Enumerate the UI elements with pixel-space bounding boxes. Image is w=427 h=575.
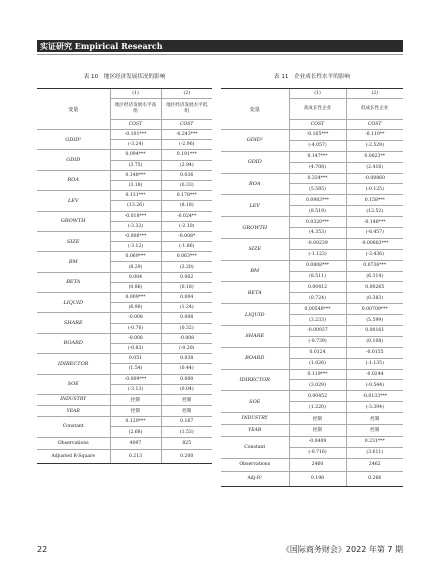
coef-cell: 0.038 bbox=[161, 354, 212, 364]
coef-cell: 0.191*** bbox=[161, 150, 212, 160]
table-row bbox=[37, 130, 212, 140]
table-row bbox=[221, 217, 403, 228]
coef-cell: -0.243*** bbox=[161, 130, 212, 140]
tstat-cell: (12.52) bbox=[346, 206, 403, 217]
journal-issue: 《国际商务财会》2022 年第 7 期 bbox=[281, 545, 403, 554]
coef-cell: 0.002 bbox=[161, 272, 212, 282]
table-row bbox=[221, 369, 403, 380]
table-row bbox=[221, 458, 403, 471]
coef-cell: -0.024** bbox=[161, 211, 212, 221]
obs-cell: 2462 bbox=[346, 458, 403, 471]
tstat-cell: (1.026) bbox=[289, 358, 346, 369]
control-cell: 控制 bbox=[110, 394, 161, 405]
tstat-cell: (6.314) bbox=[346, 271, 403, 282]
tstat-cell: (-0.544) bbox=[346, 380, 403, 391]
r2-cell: 0.213 bbox=[110, 449, 161, 463]
var-label: SIZE bbox=[221, 238, 289, 260]
table-row bbox=[221, 326, 403, 337]
var-label: LEV bbox=[221, 195, 289, 217]
coef-cell: -0.008 bbox=[110, 313, 161, 323]
coef-cell: -0.00937 bbox=[289, 326, 346, 337]
col-name: 低成长性企业 bbox=[346, 99, 403, 120]
table-row bbox=[221, 238, 403, 249]
table-row bbox=[221, 425, 403, 437]
tstat-cell: (0.04) bbox=[161, 384, 212, 394]
coef-cell: -0.006*** bbox=[110, 231, 161, 241]
var-label: GDID² bbox=[37, 130, 110, 150]
col-number: (2) bbox=[346, 89, 403, 99]
coef-cell: -0.018*** bbox=[110, 211, 161, 221]
tstat-cell: (8.29) bbox=[110, 262, 161, 272]
coef-cell: 0.167 bbox=[161, 417, 212, 427]
tstat-cell: (-4.057) bbox=[289, 140, 346, 151]
dep-var: COST bbox=[161, 120, 212, 130]
var-label: SOE bbox=[37, 374, 110, 394]
tstat-cell: (3.029) bbox=[289, 380, 346, 391]
table-row bbox=[37, 333, 212, 343]
table-row bbox=[37, 406, 212, 417]
tstat-cell: (0.33) bbox=[161, 180, 212, 190]
var-label: BETA bbox=[221, 282, 289, 304]
coef-cell: 0.131*** bbox=[110, 191, 161, 201]
col-number: (2) bbox=[161, 89, 212, 99]
coef-cell: 0.158*** bbox=[346, 195, 403, 206]
header-rule bbox=[37, 54, 403, 55]
tstat-cell: (4.353) bbox=[289, 228, 346, 239]
coef-cell: 0.0823** bbox=[346, 151, 403, 162]
table-row bbox=[221, 391, 403, 402]
var-label: BETA bbox=[37, 272, 110, 292]
coef-cell: -0.008 bbox=[110, 333, 161, 343]
tstat-cell: (0.44) bbox=[161, 364, 212, 374]
coef-cell: 0.148*** bbox=[110, 170, 161, 180]
var-label: ROA bbox=[37, 170, 110, 190]
var-label: GDID bbox=[221, 151, 289, 173]
tstat-cell: (1.53) bbox=[161, 427, 212, 437]
r2-cell: 0.198 bbox=[289, 471, 346, 486]
control-label: INDUSTRY bbox=[37, 394, 110, 405]
coef-cell: -0.0133*** bbox=[346, 391, 403, 402]
dep-var: COST bbox=[346, 120, 403, 130]
coef-cell: -0.00860 bbox=[346, 173, 403, 184]
coef-cell: -0.101*** bbox=[110, 130, 161, 140]
col-number: (1) bbox=[289, 89, 346, 99]
obs-cell: 4097 bbox=[110, 437, 161, 449]
coef-cell: -0.146*** bbox=[346, 217, 403, 228]
table-row bbox=[221, 151, 403, 162]
coef-cell: 0.051 bbox=[110, 354, 161, 364]
table-row bbox=[221, 304, 403, 315]
tstat-cell: (3.18) bbox=[110, 180, 161, 190]
table-row bbox=[37, 354, 212, 364]
tstat-cell: (8.519) bbox=[289, 206, 346, 217]
coef-cell: 0.00452 bbox=[289, 391, 346, 402]
control-label: INDUSTRY bbox=[221, 413, 289, 425]
tstat-cell: (-0.83) bbox=[110, 343, 161, 353]
tstat-cell: (-0.76) bbox=[110, 323, 161, 333]
table-row bbox=[37, 437, 212, 449]
table-row bbox=[37, 313, 212, 323]
tstat-cell: (-0.20) bbox=[161, 343, 212, 353]
table-10 bbox=[37, 88, 212, 464]
table-row bbox=[221, 471, 403, 486]
tstat-cell: (-2.96) bbox=[161, 140, 212, 150]
table-row bbox=[221, 173, 403, 184]
dep-var: COST bbox=[110, 120, 161, 130]
tstat-cell: (1.54) bbox=[110, 364, 161, 374]
var-label: SIZE bbox=[37, 231, 110, 251]
tstat-cell: (5.599) bbox=[346, 315, 403, 326]
tstat-cell: (-3.12) bbox=[110, 242, 161, 252]
coef-cell: 0.063*** bbox=[161, 252, 212, 262]
tstat-cell: (2.416) bbox=[346, 162, 403, 173]
coef-cell: 0.008 bbox=[161, 313, 212, 323]
coef-cell: 0.0983*** bbox=[289, 195, 346, 206]
obs-cell: 825 bbox=[161, 437, 212, 449]
obs-cell: 2460 bbox=[289, 458, 346, 471]
tstat-cell: (0.86) bbox=[110, 282, 161, 292]
var-label: GROWTH bbox=[37, 211, 110, 231]
table-row bbox=[221, 195, 403, 206]
tstat-cell: (-3.32) bbox=[110, 221, 161, 231]
table-row bbox=[221, 89, 403, 99]
coef-cell: 0.069*** bbox=[110, 252, 161, 262]
table-row bbox=[221, 130, 403, 141]
coef-cell: -0.009*** bbox=[110, 374, 161, 384]
table-row bbox=[37, 170, 212, 180]
tstat-cell: (-2.529) bbox=[346, 140, 403, 151]
tstat-cell: (0.108) bbox=[346, 336, 403, 347]
tstat-cell: (0.18) bbox=[161, 282, 212, 292]
coef-cell: -0.008* bbox=[161, 231, 212, 241]
table-row bbox=[37, 272, 212, 282]
coef-cell: 0.0736*** bbox=[346, 260, 403, 271]
control-cell: 控制 bbox=[346, 425, 403, 437]
col-name: 地区经济发展水平低组 bbox=[161, 99, 212, 120]
tstat-cell: (-8.457) bbox=[346, 228, 403, 239]
dep-var: COST bbox=[289, 120, 346, 130]
var-label: LIQUID bbox=[221, 304, 289, 326]
control-cell: 控制 bbox=[110, 406, 161, 417]
table-row bbox=[37, 417, 212, 427]
table-row bbox=[37, 374, 212, 384]
table-row bbox=[37, 150, 212, 160]
coef-cell: 0.0320*** bbox=[289, 217, 346, 228]
tstat-cell: (3.20) bbox=[161, 262, 212, 272]
control-cell: 控制 bbox=[161, 394, 212, 405]
tstat-cell: (5.585) bbox=[289, 184, 346, 195]
tstat-cell: (6.90) bbox=[110, 303, 161, 313]
var-label: GROWTH bbox=[221, 217, 289, 239]
tstat-cell: (3.75) bbox=[110, 160, 161, 170]
tstat-cell: (0.383) bbox=[346, 293, 403, 304]
table-row bbox=[221, 347, 403, 358]
tstat-cell: (-0.739) bbox=[289, 336, 346, 347]
constant-label: Constant bbox=[221, 436, 289, 458]
var-label: GDID bbox=[37, 150, 110, 170]
obs-label: Observations bbox=[221, 458, 289, 471]
tstat-cell: (-1.135) bbox=[346, 358, 403, 369]
table-row bbox=[37, 394, 212, 405]
tstat-cell: (0.724) bbox=[289, 293, 346, 304]
tstat-cell: (-0.125) bbox=[346, 184, 403, 195]
coef-cell: 0.147*** bbox=[289, 151, 346, 162]
table11-caption: 表 11 企业成长性水平的影响 bbox=[273, 74, 351, 80]
coef-cell: 0.00412 bbox=[289, 282, 346, 293]
table-row bbox=[37, 252, 212, 262]
coef-cell: 0.00540*** bbox=[289, 304, 346, 315]
table-row bbox=[221, 282, 403, 293]
coef-cell: -0.0155 bbox=[346, 347, 403, 358]
coef-cell: 0.00161 bbox=[346, 326, 403, 337]
coef-cell: -0.00239 bbox=[289, 238, 346, 249]
coef-cell: 0.094*** bbox=[110, 150, 161, 160]
control-cell: 控制 bbox=[289, 425, 346, 437]
var-label: BM bbox=[221, 260, 289, 282]
coef-cell: 0.334*** bbox=[289, 173, 346, 184]
r2-label: Adj-R² bbox=[221, 471, 289, 486]
var-label: SOE bbox=[221, 391, 289, 413]
tstat-cell: (-3.13) bbox=[110, 384, 161, 394]
coef-cell: 0.231*** bbox=[346, 436, 403, 447]
table-row bbox=[221, 436, 403, 447]
table-row bbox=[37, 211, 212, 221]
coef-cell: 0.0808*** bbox=[289, 260, 346, 271]
section-header-label: 实证研究 Empirical Research bbox=[40, 41, 163, 51]
var-header: 变量 bbox=[221, 89, 289, 130]
tstat-cell: (-0.716) bbox=[289, 447, 346, 458]
var-label: BOARD bbox=[221, 347, 289, 369]
tstat-cell: (3.611) bbox=[346, 447, 403, 458]
tstat-cell: (-2.10) bbox=[161, 221, 212, 231]
r2-cell: 0.200 bbox=[161, 449, 212, 463]
coef-cell: 0.009*** bbox=[110, 293, 161, 303]
table-row bbox=[37, 449, 212, 463]
control-cell: 控制 bbox=[289, 413, 346, 425]
var-header: 变量 bbox=[37, 89, 110, 130]
tstat-cell: (-3.436) bbox=[346, 249, 403, 260]
var-label: SHARE bbox=[221, 326, 289, 348]
obs-label: Observations bbox=[37, 437, 110, 449]
var-label: ROA bbox=[221, 173, 289, 195]
table10-caption: 表 10 地区经济发展状况的影响 bbox=[83, 74, 166, 80]
coef-cell: 0.004 bbox=[161, 293, 212, 303]
tstat-cell: (4.708) bbox=[289, 162, 346, 173]
page-number: 22 bbox=[37, 545, 48, 554]
table-row bbox=[37, 89, 212, 99]
tstat-cell: (13.26) bbox=[110, 201, 161, 211]
tstat-cell: (1.24) bbox=[161, 303, 212, 313]
col-name: 高成长性企业 bbox=[289, 99, 346, 120]
constant-label: Constant bbox=[37, 417, 110, 437]
table-row bbox=[37, 231, 212, 241]
tstat-cell: (2.68) bbox=[110, 427, 161, 437]
coef-cell: -0.00883*** bbox=[346, 238, 403, 249]
var-label: LEV bbox=[37, 191, 110, 211]
coef-cell: 0.004 bbox=[110, 272, 161, 282]
coef-cell: 0.0124 bbox=[289, 347, 346, 358]
control-cell: 控制 bbox=[346, 413, 403, 425]
control-label: YEAR bbox=[37, 406, 110, 417]
var-label: BOARD bbox=[37, 333, 110, 353]
coef-cell: 0.00265 bbox=[346, 282, 403, 293]
tstat-cell: (-3.24) bbox=[110, 140, 161, 150]
tstat-cell: (-1.86) bbox=[161, 242, 212, 252]
col-number: (1) bbox=[110, 89, 161, 99]
coef-cell: -0.0409 bbox=[289, 436, 346, 447]
coef-cell: -0.165*** bbox=[289, 130, 346, 141]
var-label: SHARE bbox=[37, 313, 110, 333]
control-label: YEAR bbox=[221, 425, 289, 437]
col-name: 地区经济发展水平高组 bbox=[110, 99, 161, 120]
tstat-cell: (8.511) bbox=[289, 271, 346, 282]
var-label: IDIRECTOR bbox=[221, 369, 289, 391]
control-cell: 控制 bbox=[161, 406, 212, 417]
tstat-cell: (3.233) bbox=[289, 315, 346, 326]
var-label: IDIRECTOR bbox=[37, 354, 110, 374]
coef-cell: 0.000 bbox=[161, 374, 212, 384]
table-row bbox=[221, 260, 403, 271]
tstat-cell: (-1.123) bbox=[289, 249, 346, 260]
table-row bbox=[37, 293, 212, 303]
coef-cell: 0.036 bbox=[161, 170, 212, 180]
tstat-cell: (1.220) bbox=[289, 402, 346, 413]
table-row bbox=[37, 191, 212, 201]
var-label: LIQUID bbox=[37, 293, 110, 313]
r2-label: Adjusted R-Square bbox=[37, 449, 110, 463]
coef-cell: 0.119*** bbox=[289, 369, 346, 380]
tstat-cell: (-3.394) bbox=[346, 402, 403, 413]
coef-cell: -0.110** bbox=[346, 130, 403, 141]
tstat-cell: (2.94) bbox=[161, 160, 212, 170]
var-label: GDID² bbox=[221, 130, 289, 152]
coef-cell: 0.00709*** bbox=[346, 304, 403, 315]
r2-cell: 0.266 bbox=[346, 471, 403, 486]
coef-cell: -0.0244 bbox=[346, 369, 403, 380]
coef-cell: 0.178*** bbox=[161, 191, 212, 201]
coef-cell: -0.008 bbox=[161, 333, 212, 343]
tstat-cell: (8.18) bbox=[161, 201, 212, 211]
table-11 bbox=[221, 88, 403, 487]
table-row bbox=[221, 413, 403, 425]
var-label: BM bbox=[37, 252, 110, 272]
coef-cell: 0.129*** bbox=[110, 417, 161, 427]
tstat-cell: (0.32) bbox=[161, 323, 212, 333]
